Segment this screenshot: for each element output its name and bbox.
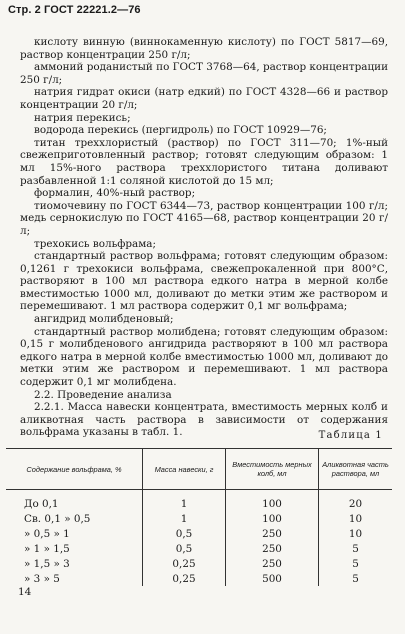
table-cell: 100 <box>226 496 319 511</box>
table-cell: 5 <box>319 571 393 586</box>
table-row <box>6 556 392 571</box>
paragraph: аммоний роданистый по ГОСТ 3768—64, раствор концентрации 250 г/л; <box>20 61 388 86</box>
table-row <box>6 526 392 541</box>
paragraph: натрия гидрат окиси (натр едкий) по ГОСТ 4328—66 и раствор концентрации 20 г/л; <box>20 86 388 111</box>
table-cell: 250 <box>226 541 319 556</box>
column-header: Масса навески, г <box>143 449 226 490</box>
paragraph: титан треххлористый (раствор) по ГОСТ 311—70; 1%-ный свежеприготовленный раствор; готовят следующим образом: 1 мл 15%-ного раствора треххлористого титана доливают разбавленной 1:1 соляной кислотой до 15 мл; <box>20 136 388 187</box>
table-cell: 1 <box>143 511 226 526</box>
paragraph: натрия перекись; <box>34 111 131 124</box>
table-cell: 100 <box>226 511 319 526</box>
table-cell: » 0,5 » 1 <box>24 527 70 540</box>
paragraph: формалин, 40%-ный раствор; <box>34 187 196 200</box>
data-table <box>6 448 392 586</box>
table-cell: 500 <box>226 571 319 586</box>
table-header-row <box>6 449 392 490</box>
table-cell: 5 <box>319 556 393 571</box>
paragraph: ангидрид молибденовый; <box>34 313 174 326</box>
table-cell: 1 <box>143 496 226 511</box>
column-header: Аликвотная часть раствора, мл <box>319 449 393 490</box>
table-cell: 5 <box>319 541 393 556</box>
table-cell: 10 <box>319 526 393 541</box>
table-cell: » 1 » 1,5 <box>24 542 70 555</box>
table-caption: Таблица 1 <box>318 430 383 441</box>
table-row <box>6 496 392 511</box>
paragraph: стандартный раствор молибдена; готовят следующим образом: 0,15 г молибденового ангидрида растворяют в 100 мл раствора едкого натра в мерной колбе вместимостью 1000 мл, доливают до метки этим же раствором и перемешивают. 1 мл раствора содержит 0,1 мг молибдена. <box>20 325 388 389</box>
table-cell: 0,25 <box>143 556 226 571</box>
table-cell: 0,5 <box>143 541 226 556</box>
table-cell: 250 <box>226 526 319 541</box>
paragraph: стандартный раствор вольфрама; готовят следующим образом: 0,1261 г трехокиси вольфрама, свежепрокаленной при 800°С, растворяют в 100 мл раствора едкого натра в мерной колбе вместимостью 1000 мл, доливают до метки этим же раствором и перемешивают. 1 мл раствора содержит 0,1 мг вольфрама; <box>20 250 388 313</box>
table-cell: 0,5 <box>143 526 226 541</box>
table-cell: До 0,1 <box>24 497 59 510</box>
table-cell: 20 <box>319 496 393 511</box>
column-header: Вместимость мерных колб, мл <box>226 449 319 490</box>
document-body <box>20 36 388 439</box>
table-cell: » 3 » 5 <box>24 572 60 585</box>
table-cell: 250 <box>226 556 319 571</box>
section-text: 2.2.1. Масса навески концентрата, вместимость мерных колб и аликвотная часть раствора в зависимости от содержания вольфрама указаны в табл. 1. <box>20 401 388 439</box>
paragraph: трехокись вольфрама; <box>34 237 156 250</box>
paragraph: водорода перекись (пергидроль) по ГОСТ 10929—76; <box>34 124 327 137</box>
paragraph: тиомочевину по ГОСТ 6344—73, раствор концентрации 100 г/л; медь сернокислую по ГОСТ 4165—68, раствор концентрации 20 г/л; <box>20 199 388 237</box>
page-header: Стр. 2 ГОСТ 22221.2—76 <box>8 4 141 16</box>
table-row <box>6 541 392 556</box>
section-heading: 2.2. Проведение анализа <box>34 388 172 401</box>
table-cell: 0,25 <box>143 571 226 586</box>
table-cell: 10 <box>319 511 393 526</box>
page-number: 14 <box>18 586 32 598</box>
table-row <box>6 511 392 526</box>
column-header: Содержание вольфрама, % <box>6 449 143 490</box>
paragraph: кислоту винную (виннокаменную кислоту) по ГОСТ 5817—69, раствор концентрации 250 г/л; <box>20 36 388 61</box>
table-row <box>6 571 392 586</box>
table-cell: Св. 0,1 » 0,5 <box>24 512 91 525</box>
table-cell: » 1,5 » 3 <box>24 557 70 570</box>
